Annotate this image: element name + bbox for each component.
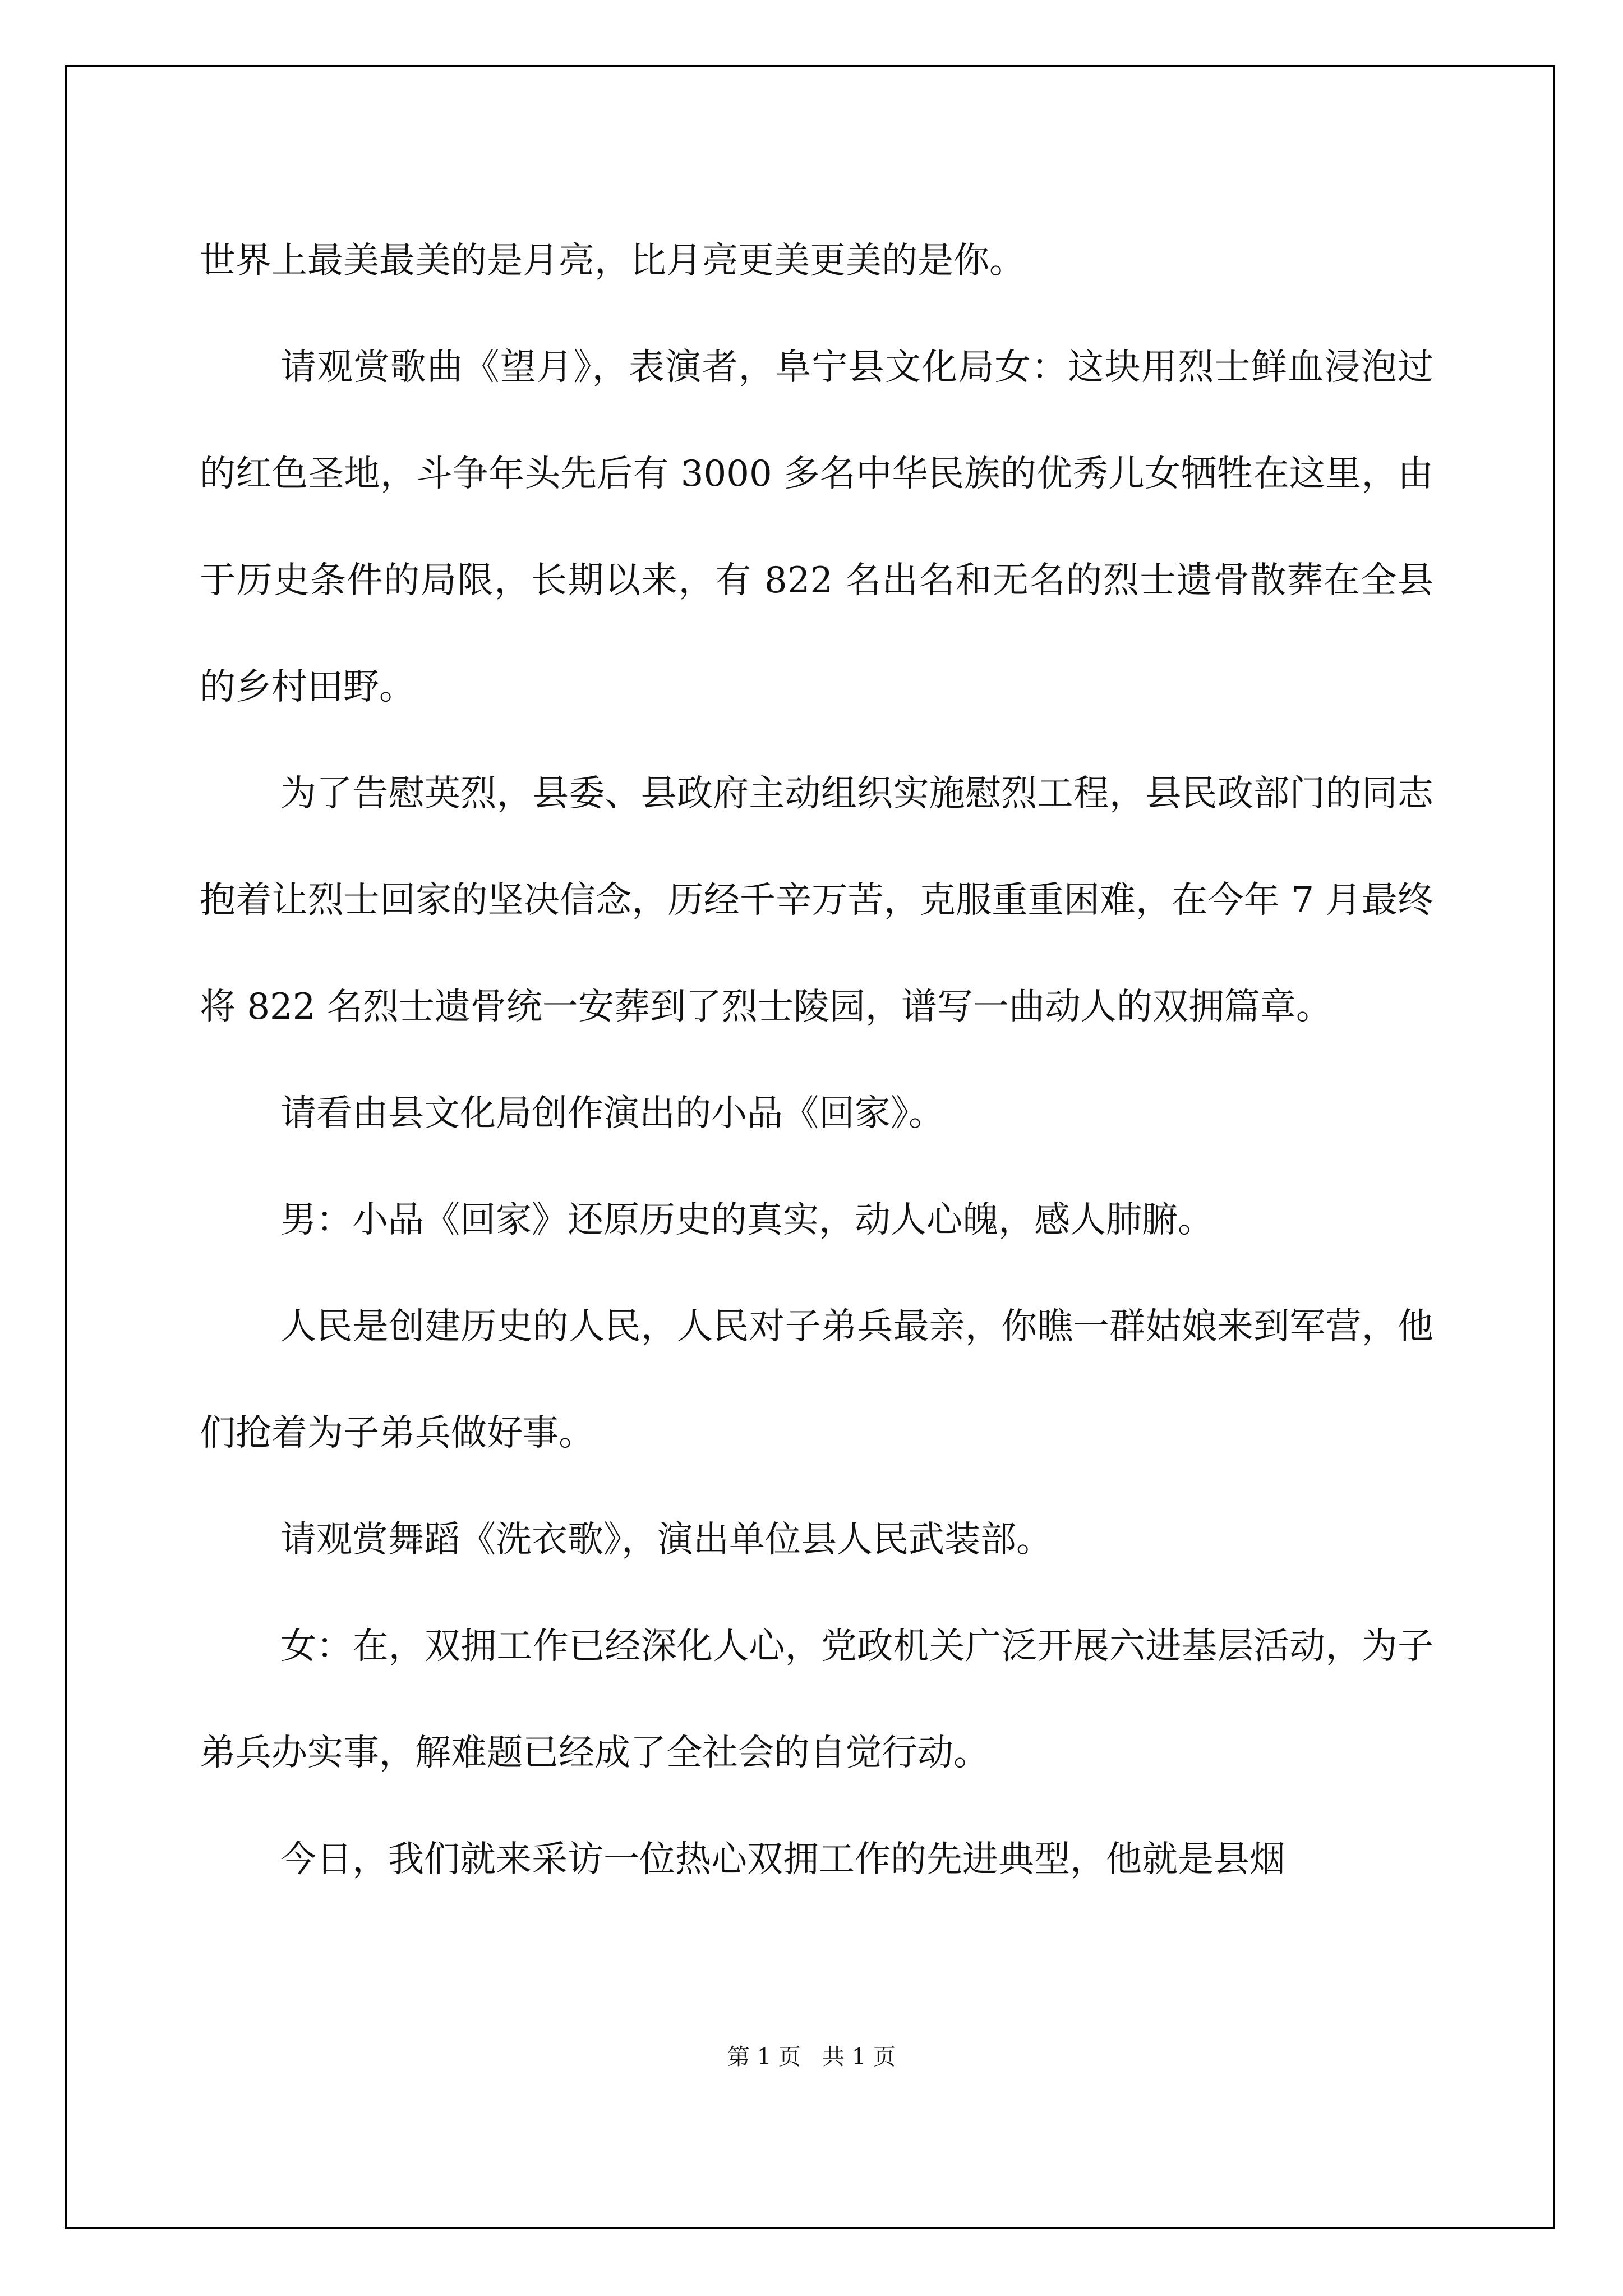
paragraph-9: 今日，我们就来采访一位热心双拥工作的先进典型，他就是县烟 bbox=[280, 1839, 1285, 1880]
paragraph-8: 女：在，双拥工作已经深化人心，党政机关广泛开展六进基层活动，为子弟兵办实事，解难题已经成了全社会的自觉行动。 bbox=[200, 1626, 1433, 1774]
page-footer: 第 1 页 共 1 页 bbox=[727, 2044, 896, 2070]
paragraph-6: 人民是创建历史的人民，人民对子弟兵最亲，你瞧一群姑娘来到军营，他们抢着为子弟兵做好事。 bbox=[200, 1306, 1433, 1454]
paragraph-4: 请看由县文化局创作演出的小品《回家》。 bbox=[280, 1093, 944, 1134]
paragraph-3: 为了告慰英烈，县委、县政府主动组织实施慰烈工程，县民政部门的同志抱着让烈士回家的坚决信念，历经千辛万苦，克服重重困难，在今年 7 月最终将 822 名烈士遗骨统一安葬到了烈士陵园，谱写一曲动人的双拥篇章。 bbox=[200, 773, 1433, 1028]
paragraph-1: 世界上最美最美的是月亮，比月亮更美更美的是你。 bbox=[200, 240, 1025, 282]
paragraph-5: 男：小品《回家》还原历史的真实，动人心魄，感人肺腑。 bbox=[280, 1199, 1214, 1241]
paragraph-2: 请观赏歌曲《望月》，表演者，阜宁县文化局女：这块用烈士鲜血浸泡过的红色圣地，斗争年头先后有 3000 多名中华民族的优秀儿女牺牲在这里，由于历史条件的局限，长期以来，有 822 名出名和无名的烈士遗骨散葬在全县的乡村田野。 bbox=[200, 347, 1433, 708]
paragraph-7: 请观赏舞蹈《洗衣歌》，演出单位县人民武装部。 bbox=[280, 1519, 1052, 1561]
document-body bbox=[200, 208, 1433, 1913]
